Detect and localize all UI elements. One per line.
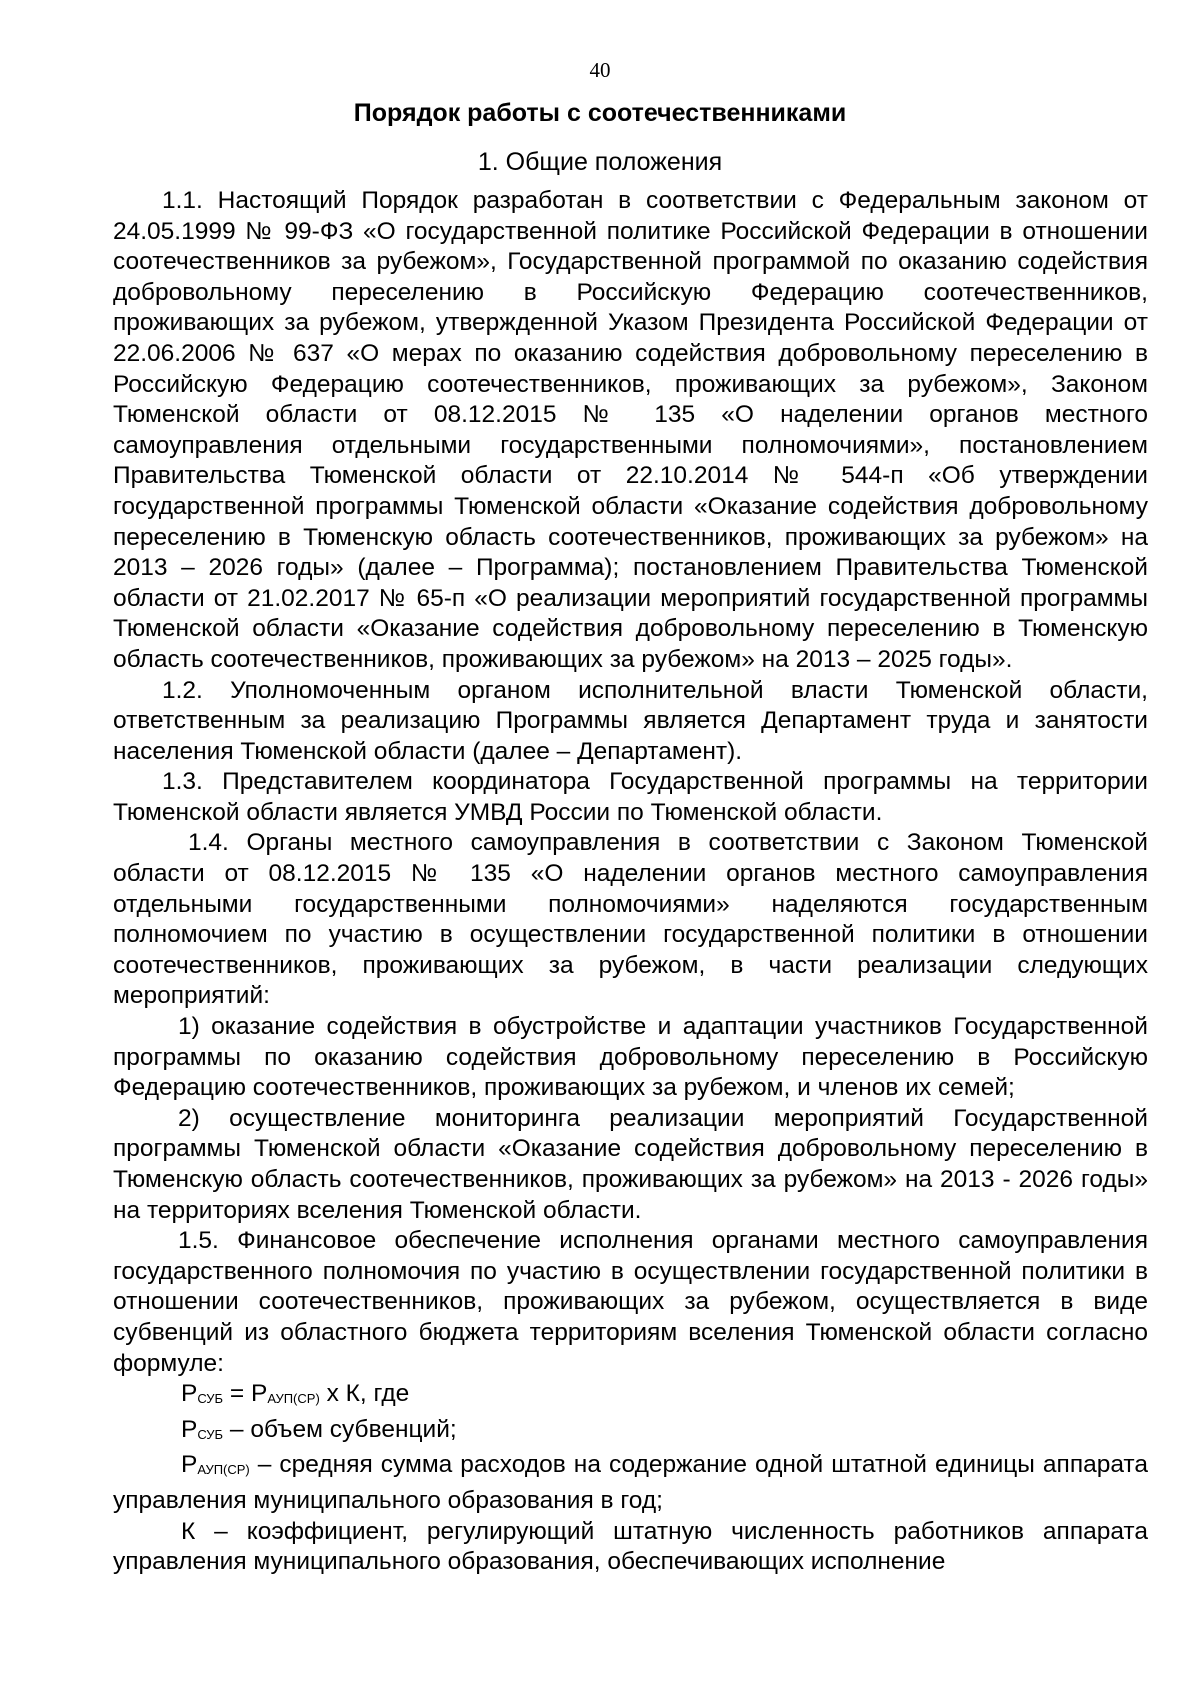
formula-symbol: Р [181,1380,198,1408]
paragraph-1-3: 1.3. Представителем координатора Государственной программы на территории Тюменской области является УМВД России по Тюменской области. [113,768,1148,826]
formula-subscript: АУП(СР) [267,1391,320,1407]
definition-text: – средняя сумма расходов на содержание одной штатной единицы аппарата управления муниципального образования в год; [113,1451,1148,1514]
formula-symbol: Р [251,1380,268,1408]
definition-text: – объем субвенций; [223,1415,457,1443]
paragraph-1-2: 1.2. Уполномоченным органом исполнительной власти Тюменской области, ответственным за реализацию Программы является Департамент труда и занятости населения Тюменской области (далее – Департамент). [113,676,1148,765]
document-title: Порядок работы с соотечественниками [353,99,847,127]
page-number: 40 [589,58,611,82]
definition-k: К – коэффициент, регулирующий штатную численность работников аппарата управления муниципального образования, обеспечивающих исполнение [113,1517,1148,1576]
definition-psub [113,1415,1148,1451]
list-item-2: 2) осуществление мониторинга реализации мероприятий Государственной программы Тюменской области «Оказание содействия добровольному переселению в Тюменскую область соотечественников, проживающих за рубежом» на 2013 - 2026 годы» на территориях вселения Тюменской области. [113,1104,1148,1224]
paragraph-1-1: 1.1. Настоящий Порядок разработан в соответствии с Федеральным законом от 24.05.1999 № 99-ФЗ «О государственной политике Российской Федерации в отношении соотечественников за рубежом», Государственной программой по оказанию содействия добровольному переселению в Российскую Федерацию соотечественников, проживающих за рубежом, утвержденной Указом Президента Российской Федерации от 22.06.2006 № 637 «О мерах по оказанию содействия добровольному переселению в Российскую Федерацию соотечественников, проживающих за рубежом», Законом Тюменской области от 08.12.2015 № 135 «О наделении органов местного самоуправления отдельными государственными полномочиями», постановлением Правительства Тюменской области от 22.10.2014 № 544-п «Об утверждении государственной программы Тюменской области «Оказание содействия добровольному переселению в Тюменскую область соотечественников, проживающих за рубежом» на 2013 – 2026 годы» (далее – Программа); постановлением Правительства Тюменской области от 21.02.2017 № 65-п «О реализации мероприятий государственной программы Тюменской области «Оказание содействия добровольному переселению в Тюменскую область соотечественников, проживающих за рубежом» на 2013 – 2025 годы». [113,187,1148,673]
formula-symbol: Р [181,1415,198,1443]
formula-times-k: х К, где [319,1380,410,1408]
document-body [113,186,1148,1578]
formula-equals: = [223,1380,252,1408]
formula-subscript: АУП(СР) [197,1462,250,1478]
definition-paup [113,1450,1148,1516]
formula-symbol: Р [181,1451,198,1479]
paragraph-1-5: 1.5. Финансовое обеспечение исполнения органами местного самоуправления государственного полномочия по участию в осуществлении государственной политики в отношении соотечественников, проживающих за рубежом, осуществляется в виде субвенций из областного бюджета территориям вселения Тюменской области согласно формуле: [113,1227,1148,1377]
formula-subscript: СУБ [197,1391,224,1407]
formula-line [113,1379,1148,1415]
formula-subscript: СУБ [197,1426,224,1442]
section-heading: 1. Общие положения [477,148,723,176]
list-item-1: 1) оказание содействия в обустройстве и адаптации участников Государственной программы по оказанию содействия добровольному переселению в Российскую Федерацию соотечественников, проживающих за рубежом, и членов их семей; [113,1013,1148,1102]
paragraph-1-4: 1.4. Органы местного самоуправления в соответствии с Законом Тюменской области от 08.12.2015 № 135 «О наделении органов местного самоуправления отдельными государственными полномочиями» наделяются государственным полномочием по участию в осуществлении государственной политики в отношении соотечественников, проживающих за рубежом, в части реализации следующих мероприятий: [113,829,1148,1010]
